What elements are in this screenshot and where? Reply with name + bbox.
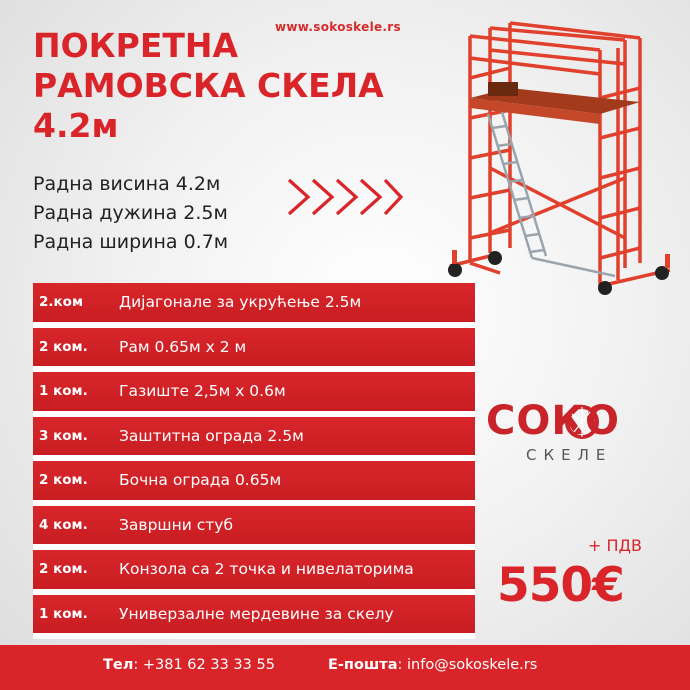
email-address: : info@sokoskele.rs xyxy=(397,657,538,673)
scaffold-illustration xyxy=(440,18,680,298)
title-line-1: ПОКРЕТНА xyxy=(33,26,239,65)
contact-footer xyxy=(0,645,690,690)
item-quantity: 2 ком. xyxy=(39,472,88,489)
spec-length: Радна дужина 2.5м xyxy=(33,202,228,224)
table-row xyxy=(33,283,475,328)
table-row xyxy=(33,372,475,417)
phone-label: Тел xyxy=(103,657,134,673)
item-description: Универзалне мердевине за скелу xyxy=(119,604,394,623)
specs-list xyxy=(33,170,228,257)
item-description: Газиште 2,5м x 0.6м xyxy=(119,382,286,401)
item-description: Конзола са 2 точка и нивелаторима xyxy=(119,560,414,579)
logo-text: СОКО xyxy=(486,398,621,444)
title-line-3: 4.2м xyxy=(33,106,119,145)
table-row xyxy=(33,550,475,595)
table-row xyxy=(33,461,475,506)
item-description: Завршни стуб xyxy=(119,515,234,534)
title-line-2: РАМОВСКА СКЕЛА xyxy=(33,66,384,105)
item-quantity: 4 ком. xyxy=(39,516,88,533)
item-quantity: 3 ком. xyxy=(39,427,88,444)
item-description: Дијагонале за укрућење 2.5м xyxy=(119,293,362,312)
item-quantity: 2.ком xyxy=(39,294,83,311)
chevron-arrows-icon xyxy=(286,172,404,222)
item-quantity: 1 ком. xyxy=(39,605,88,622)
phone-number: : +381 62 33 33 55 xyxy=(133,657,275,673)
components-table xyxy=(33,283,475,639)
email-label: E-пошта xyxy=(328,657,398,673)
price-value: 550€ xyxy=(497,558,624,613)
item-description: Заштитна ограда 2.5м xyxy=(119,426,304,445)
logo-subtext: СКЕЛЕ xyxy=(526,446,613,464)
table-row xyxy=(33,417,475,462)
email-contact[interactable] xyxy=(328,657,537,673)
phone-contact[interactable] xyxy=(103,657,275,673)
item-quantity: 2 ком. xyxy=(39,561,88,578)
spec-width: Радна ширина 0.7м xyxy=(33,231,229,253)
table-row xyxy=(33,328,475,373)
vat-label: + ПДВ xyxy=(588,536,642,555)
soko-logo xyxy=(486,398,646,468)
page-title xyxy=(33,26,384,146)
item-description: Рам 0.65м x 2 м xyxy=(119,337,247,356)
spec-height: Радна висина 4.2м xyxy=(33,173,221,195)
logo-geometric-icon xyxy=(564,404,600,440)
table-row xyxy=(33,506,475,551)
website-url[interactable]: www.sokoskele.rs xyxy=(275,20,401,34)
item-quantity: 2 ком. xyxy=(39,338,88,355)
item-quantity: 1 ком. xyxy=(39,383,88,400)
item-description: Бочна ограда 0.65м xyxy=(119,471,282,490)
table-row xyxy=(33,595,475,640)
